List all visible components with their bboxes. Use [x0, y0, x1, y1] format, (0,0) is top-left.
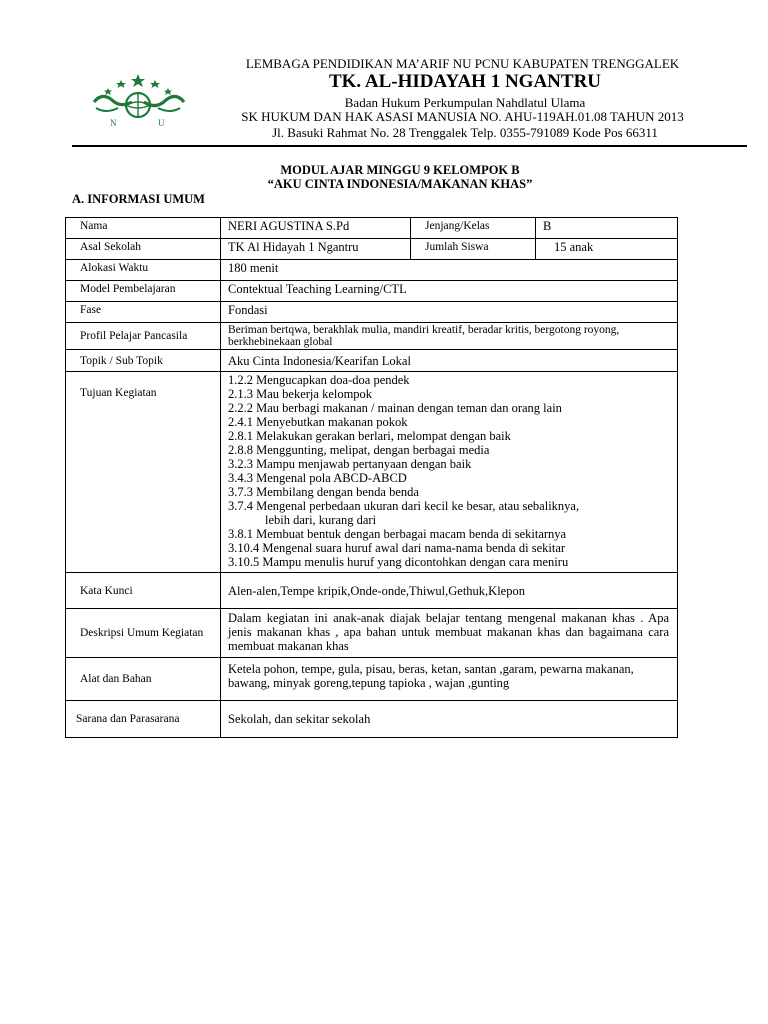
label-alokasi: Alokasi Waktu	[66, 260, 221, 281]
list-item: 3.10.4 Mengenal suara huruf awal dari nama-nama benda di sekitar	[228, 541, 566, 555]
value-topik: Aku Cinta Indonesia/Kearifan Lokal	[221, 350, 678, 372]
list-item: 3.7.3 Membilang dengan benda benda	[228, 485, 419, 499]
list-item: 2.1.3 Mau bekerja kelompok	[228, 387, 373, 401]
value-jumlah: 15 anak	[536, 239, 678, 260]
label-profil: Profil Pelajar Pancasila	[66, 323, 221, 350]
value-deskripsi: Dalam kegiatan ini anak-anak diajak belajar tentang mengenal makanan khas . Apa jenis makanan khas , apa bahan untuk membuat makanan khas dan bagaimana cara membuat makanan khas	[221, 609, 678, 658]
label-sarana: Sarana dan Parasarana	[66, 701, 221, 738]
label-fase: Fase	[66, 302, 221, 323]
table-row	[66, 350, 678, 372]
label-jenjang: Jenjang/Kelas	[411, 218, 536, 239]
address: Jl. Basuki Rahmat No. 28 Trenggalek Telp. 0355-791089 Kode Pos 66311	[272, 125, 658, 140]
label-alat: Alat dan Bahan	[66, 658, 221, 701]
label-asal: Asal Sekolah	[66, 239, 221, 260]
list-item: 3.8.1 Membuat bentuk dengan berbagai macam benda di sekitarnya	[228, 527, 567, 541]
value-alokasi: 180 menit	[221, 260, 678, 281]
list-item: 1.2.2 Mengucapkan doa-doa pendek	[228, 373, 410, 387]
value-fase: Fondasi	[221, 302, 678, 323]
table-row	[66, 281, 678, 302]
label-jumlah: Jumlah Siswa	[411, 239, 536, 260]
value-model: Contektual Teaching Learning/CTL	[221, 281, 678, 302]
list-item: 3.10.5 Mampu menulis huruf yang dicontohkan dengan cara meniru	[228, 555, 569, 569]
header-divider	[72, 145, 747, 147]
value-profil: Beriman bertqwa, berakhlak mulia, mandiri kreatif, beradar kritis, bergotong royong, berkhebinekaan global	[221, 323, 678, 350]
nu-logo	[88, 72, 188, 132]
value-sarana: Sekolah, dan sekitar sekolah	[221, 701, 678, 738]
module-title: MODUL AJAR MINGGU 9 KELOMPOK B	[280, 163, 520, 177]
list-item: 3.4.3 Mengenal pola ABCD-ABCD	[228, 471, 407, 485]
list-item: 2.8.1 Melakukan gerakan berlari, melompat dengan baik	[228, 429, 511, 443]
value-nama: NERI AGUSTINA S.Pd	[221, 218, 411, 239]
table-row	[66, 609, 678, 658]
table-row	[66, 218, 678, 239]
org-name: LEMBAGA PENDIDIKAN MA’ARIF NU PCNU KABUPATEN TRENGGALEK	[245, 56, 680, 71]
table-row	[66, 701, 678, 738]
module-subtitle: “AKU CINTA INDONESIA/MAKANAN KHAS”	[267, 177, 533, 191]
list-item: 2.2.2 Mau berbagi makanan / mainan dengan teman dan orang lain	[228, 401, 562, 415]
table-row	[66, 302, 678, 323]
table-row	[66, 260, 678, 281]
table-row	[66, 573, 678, 609]
value-asal: TK Al Hidayah 1 Ngantru	[221, 239, 411, 260]
list-item: 2.4.1 Menyebutkan makanan pokok	[228, 415, 408, 429]
info-table	[65, 217, 678, 738]
table-row	[66, 658, 678, 701]
value-jenjang: B	[536, 218, 678, 239]
label-model: Model Pembelajaran	[66, 281, 221, 302]
label-nama: Nama	[66, 218, 221, 239]
label-kata-kunci: Kata Kunci	[66, 573, 221, 609]
logo-letter-n: N	[110, 118, 117, 128]
school-name: TK. AL-HIDAYAH 1 NGANTRU	[328, 71, 602, 92]
list-item: 3.2.3 Mampu menjawab pertanyaan dengan baik	[228, 457, 472, 471]
label-topik: Topik / Sub Topik	[66, 350, 221, 372]
value-kata-kunci: Alen-alen,Tempe kripik,Onde-onde,Thiwul,Gethuk,Klepon	[221, 573, 678, 609]
label-tujuan: Tujuan Kegiatan	[66, 372, 221, 573]
value-alat: Ketela pohon, tempe, gula, pisau, beras, ketan, santan ,garam, pewarna makanan, bawang, minyak goreng,tepung tapioka , wajan ,gunting	[221, 658, 678, 701]
legal-body: Badan Hukum Perkumpulan Nahdlatul Ulama	[344, 95, 586, 110]
table-row	[66, 239, 678, 260]
list-item: lebih dari, kurang dari	[265, 513, 377, 527]
table-row	[66, 323, 678, 350]
label-deskripsi: Deskripsi Umum Kegiatan	[66, 609, 221, 658]
decree-number: SK HUKUM DAN HAK ASASI MANUSIA NO. AHU-119AH.01.08 TAHUN 2013	[241, 109, 684, 124]
list-item: 2.8.8 Menggunting, melipat, dengan berbagai media	[228, 443, 490, 457]
table-row	[66, 372, 678, 573]
section-heading: A. INFORMASI UMUM	[72, 192, 205, 206]
list-item: 3.7.4 Mengenal perbedaan ukuran dari kecil ke besar, atau sebaliknya,	[228, 499, 580, 513]
logo-letter-u: U	[158, 118, 165, 128]
value-tujuan	[221, 372, 678, 573]
